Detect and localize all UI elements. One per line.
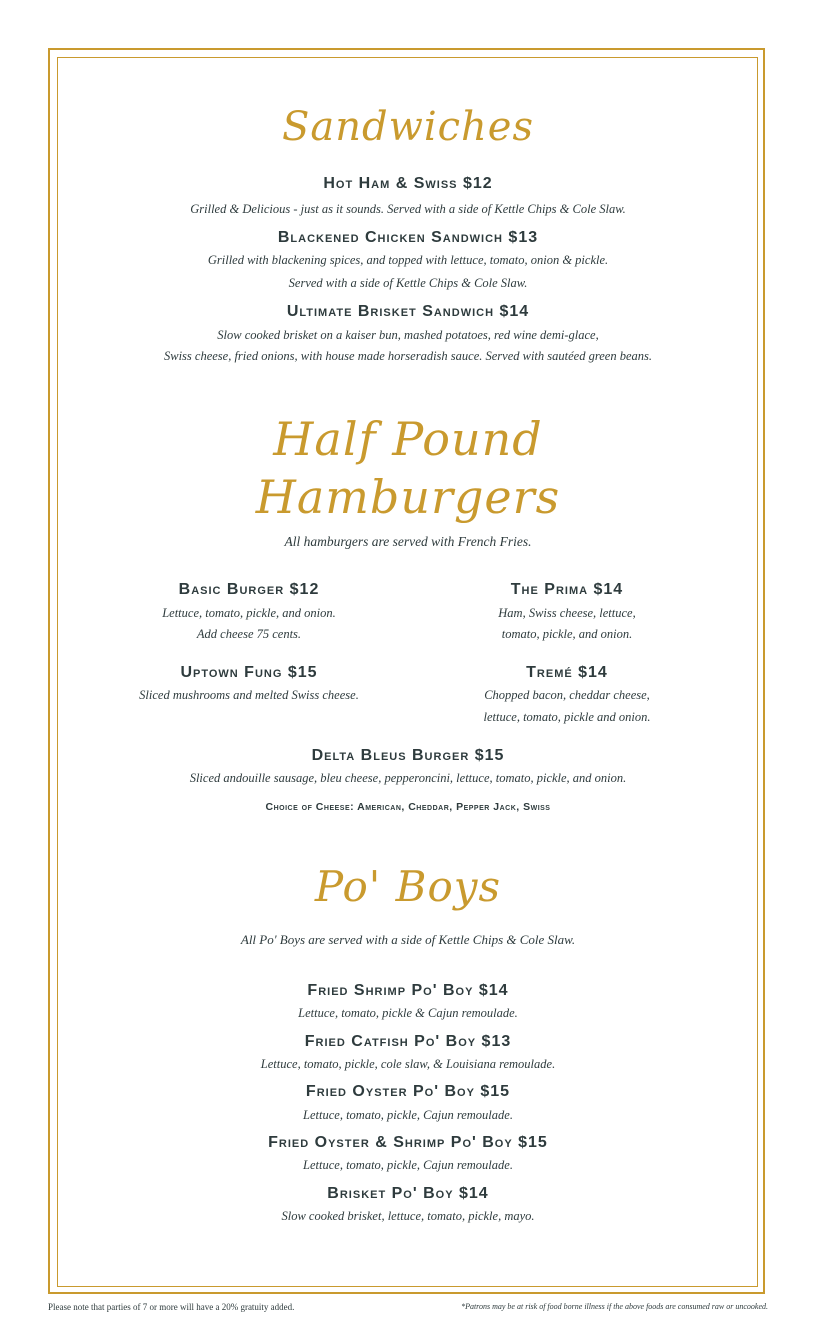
menu-item-desc: Lettuce, tomato, pickle & Cajun remoulade. [298, 1006, 518, 1020]
menu-item-desc: Grilled with blackening spices, and topped with lettuce, tomato, onion & pickle. [207, 253, 609, 267]
menu-item-desc: Lettuce, tomato, pickle, cole slaw, & Louisiana remoulade. [260, 1057, 556, 1071]
menu-item-desc: Add cheese 75 cents. [196, 627, 302, 641]
gratuity-note: Please note that parties of 7 or more will have a 20% gratuity added. [48, 1302, 295, 1312]
hamburgers-title-line1: Half Pound [273, 412, 543, 466]
menu-item-desc: Slow cooked brisket, lettuce, tomato, pickle, mayo. [281, 1209, 535, 1223]
menu-item-name: Fried Oyster Po' Boy $15 [305, 1083, 511, 1100]
hamburgers-title-line2: Hamburgers [255, 470, 561, 524]
menu-item-desc: Grilled & Delicious - just as it sounds. Served with a side of Kettle Chips & Cole Slaw. [190, 202, 626, 216]
menu-item-name: Brisket Po' Boy $14 [327, 1185, 489, 1202]
hamburgers-subtitle: All hamburgers are served with French Fries. [284, 534, 532, 549]
menu-item-name: Uptown Fung $15 [180, 664, 318, 681]
menu-item-desc: Lettuce, tomato, pickle, and onion. [162, 606, 336, 620]
menu-item-name: Delta Bleus Burger $15 [311, 747, 505, 764]
sandwiches-title: Sandwiches [281, 104, 534, 150]
menu-item-desc: lettuce, tomato, pickle and onion. [483, 710, 651, 724]
menu-item-name: Basic Burger $12 [178, 581, 320, 598]
menu-item-name: Fried Shrimp Po' Boy $14 [307, 982, 509, 999]
menu-item-desc: Swiss cheese, fried onions, with house made horseradish sauce. Served with sautéed green beans. [163, 349, 652, 363]
menu-item-desc: Sliced mushrooms and melted Swiss cheese. [139, 688, 359, 702]
menu-item-name: Blackened Chicken Sandwich $13 [277, 229, 539, 246]
menu-item-desc: Ham, Swiss cheese, lettuce, [498, 606, 636, 620]
menu-item-desc: Lettuce, tomato, pickle, Cajun remoulade. [303, 1158, 513, 1172]
menu-item-desc: tomato, pickle, and onion. [501, 627, 633, 641]
menu-item-name: The Prima $14 [510, 581, 624, 598]
poboys-subtitle: All Po' Boys are served with a side of Kettle Chips & Cole Slaw. [240, 932, 576, 947]
cheese-choice-note: Choice of Cheese: American, Cheddar, Pepper Jack, Swiss [265, 801, 551, 813]
food-safety-warning: *Patrons may be at risk of food borne illness if the above foods are consumed raw or uncooked. [461, 1302, 768, 1311]
menu-item-desc: Slow cooked brisket on a kaiser bun, mashed potatoes, red wine demi-glace, [217, 328, 599, 342]
menu-item-name: Hot Ham & Swiss $12 [323, 175, 493, 192]
menu-item-desc: Sliced andouille sausage, bleu cheese, pepperoncini, lettuce, tomato, pickle, and onion. [189, 771, 627, 785]
menu-item-desc: Lettuce, tomato, pickle, Cajun remoulade. [303, 1108, 513, 1122]
poboys-title: Po' Boys [314, 862, 502, 911]
menu-item-name: Fried Oyster & Shrimp Po' Boy $15 [268, 1134, 548, 1151]
menu-item-name: Ultimate Brisket Sandwich $14 [286, 303, 530, 320]
menu-item-name: Tremé $14 [526, 664, 608, 681]
menu-item-desc: Served with a side of Kettle Chips & Cole Slaw. [288, 276, 528, 290]
menu-item-desc: Chopped bacon, cheddar cheese, [484, 688, 650, 702]
menu-item-name: Fried Catfish Po' Boy $13 [304, 1033, 512, 1050]
